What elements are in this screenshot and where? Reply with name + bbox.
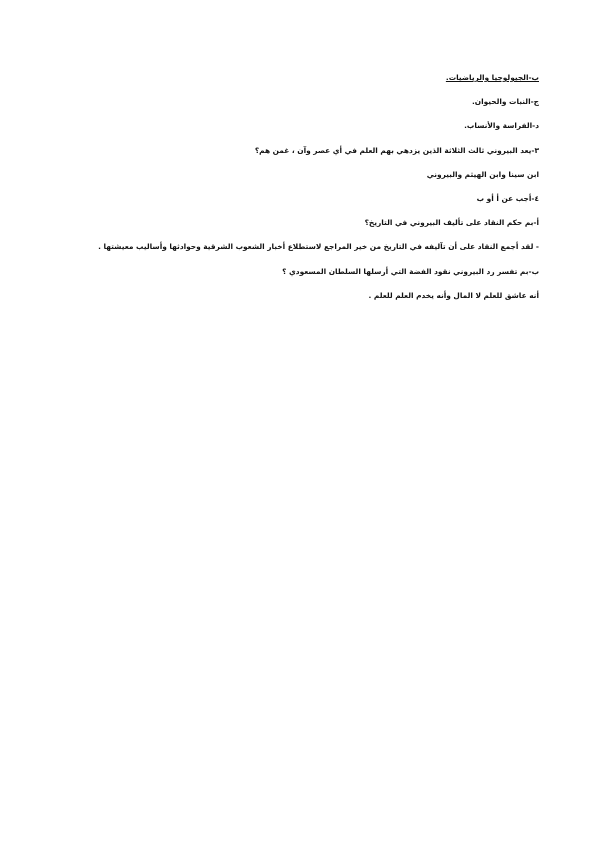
question-4: ٤-أجب عن أ أو ب <box>476 193 539 203</box>
question-4a: أ-بم حكم النقاد على تأليف البيروني في التاريخ؟ <box>364 218 539 228</box>
answer-4a: - لقد أجمع النقاد على أن تآليفه في التاريخ من خير المراجع لاستطلاع أخبار الشعوب الشرقية وحوادثها وأساليب معيشتها . <box>98 242 539 252</box>
answer-option-b: ب-الجيولوجيا والرياضيات. <box>445 73 539 82</box>
answer-option-d: د-الفراسة والأنساب. <box>464 121 539 131</box>
answer-3: ابن سينا وابن الهيثم والبيروني <box>426 169 539 179</box>
question-4b: ب-بم تفسر رد البيروني نقود الفضة التي أرسلها السلطان المسعودي ؟ <box>282 266 539 276</box>
document-body <box>79 72 539 314</box>
answer-4b: أنه عاشق للعلم لا المال وأنه يخدم العلم للعلم . <box>368 290 539 300</box>
answer-option-c: ج-النبات والحيوان. <box>471 97 539 107</box>
question-3: ٣-يعد البيروني ثالث الثلاثة الذين يزدهي بهم العلم في أي عصر وآن ، غمن هم؟ <box>254 145 539 155</box>
